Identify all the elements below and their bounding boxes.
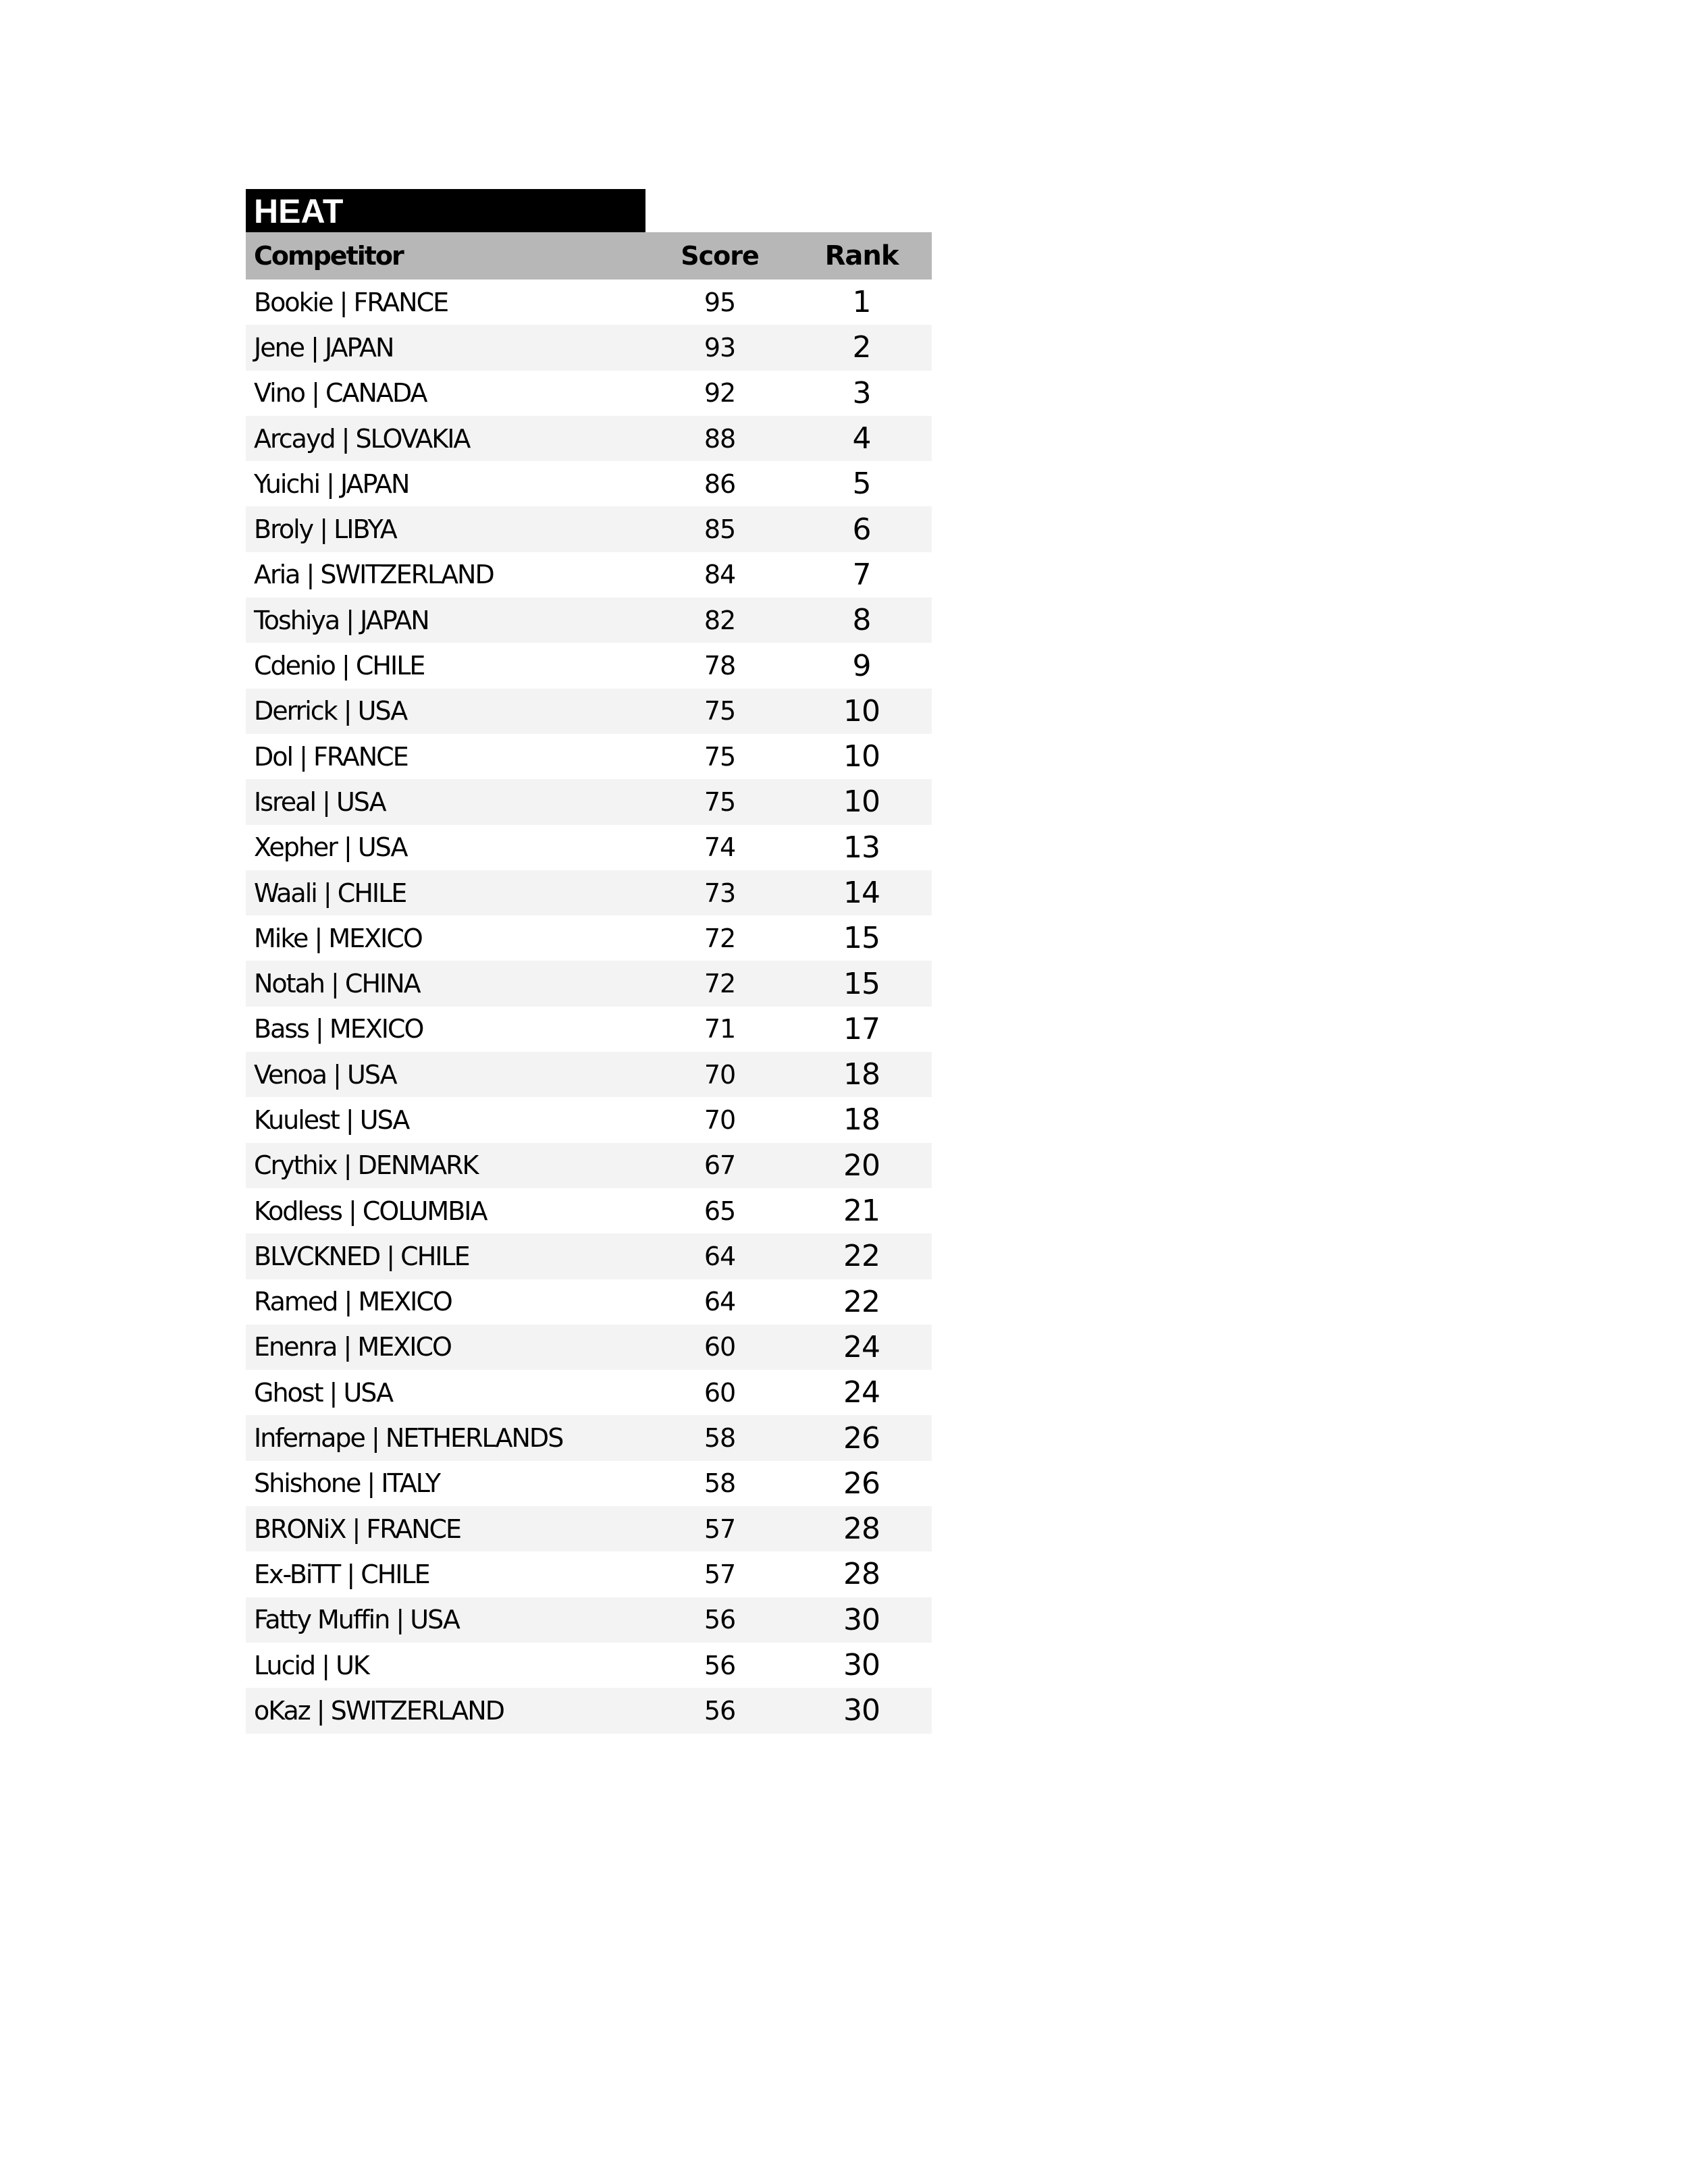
- competitor-cell: Venoa | USA: [254, 1059, 396, 1090]
- table-row: [246, 597, 932, 643]
- competitor-cell: BLVCKNED | CHILE: [254, 1241, 469, 1271]
- table-body: [246, 279, 932, 1734]
- score-cell: 56: [704, 1605, 736, 1635]
- table-row: [246, 279, 932, 325]
- table-row: [246, 1052, 932, 1097]
- rank-cell: 30: [843, 1693, 880, 1728]
- score-cell: 88: [704, 423, 736, 454]
- table-row: [246, 870, 932, 915]
- column-header-competitor: Competitor: [254, 241, 403, 271]
- competitor-cell: Xepher | USA: [254, 832, 407, 863]
- table-row: [246, 643, 932, 688]
- rank-cell: 18: [843, 1057, 880, 1092]
- rank-cell: 22: [843, 1239, 880, 1274]
- column-header-score: Score: [681, 241, 759, 271]
- table-row: [246, 1506, 932, 1551]
- table-row: [246, 1551, 932, 1597]
- table-row: [246, 1007, 932, 1052]
- rank-cell: 14: [843, 876, 880, 910]
- rank-cell: 3: [852, 375, 871, 410]
- competitor-cell: Lucid | UK: [254, 1650, 369, 1680]
- rank-cell: 1: [852, 285, 871, 320]
- competitor-cell: oKaz | SWITZERLAND: [254, 1695, 504, 1726]
- table-row: [246, 1233, 932, 1279]
- table-row: [246, 1279, 932, 1325]
- competitor-cell: Ex-BiTT | CHILE: [254, 1559, 429, 1589]
- table-header: [246, 232, 932, 279]
- rank-cell: 26: [843, 1420, 880, 1456]
- score-cell: 93: [704, 332, 736, 363]
- score-cell: 74: [704, 832, 736, 863]
- rank-cell: 22: [843, 1284, 880, 1319]
- table-row: [246, 325, 932, 370]
- rank-cell: 10: [843, 739, 880, 774]
- competitor-cell: Kodless | COLUMBIA: [254, 1196, 487, 1226]
- results-table: [246, 189, 932, 1734]
- competitor-cell: Shishone | ITALY: [254, 1468, 440, 1499]
- score-cell: 73: [704, 878, 736, 908]
- table-row: [246, 1688, 932, 1733]
- score-cell: 70: [704, 1104, 736, 1135]
- score-cell: 65: [704, 1196, 736, 1226]
- competitor-cell: Dol | FRANCE: [254, 741, 408, 772]
- competitor-cell: Toshiya | JAPAN: [254, 605, 429, 635]
- competitor-cell: Waali | CHILE: [254, 878, 406, 908]
- rank-cell: 9: [852, 648, 871, 683]
- competitor-cell: Derrick | USA: [254, 696, 407, 726]
- rank-cell: 20: [843, 1148, 880, 1183]
- table-row: [246, 1597, 932, 1643]
- score-cell: 95: [704, 287, 736, 317]
- rank-cell: 5: [852, 467, 871, 502]
- table-row: [246, 689, 932, 734]
- competitor-cell: Mike | MEXICO: [254, 923, 422, 953]
- table-row: [246, 915, 932, 961]
- table-row: [246, 1325, 932, 1370]
- competitor-cell: Broly | LIBYA: [254, 514, 396, 545]
- score-cell: 75: [704, 741, 736, 772]
- competitor-cell: Aria | SWITZERLAND: [254, 560, 494, 590]
- table-row: [246, 371, 932, 416]
- rank-cell: 10: [843, 693, 880, 728]
- table-row: [246, 1097, 932, 1142]
- competitor-cell: Infernape | NETHERLANDS: [254, 1423, 563, 1454]
- competitor-cell: Crythix | DENMARK: [254, 1150, 478, 1181]
- score-cell: 82: [704, 605, 736, 635]
- heat-title: HEAT: [246, 189, 645, 232]
- rank-cell: 4: [852, 421, 871, 456]
- competitor-cell: Jene | JAPAN: [254, 332, 394, 363]
- score-cell: 58: [704, 1468, 736, 1499]
- competitor-cell: Isreal | USA: [254, 787, 386, 817]
- competitor-cell: Vino | CANADA: [254, 378, 427, 408]
- competitor-cell: Fatty Muffin | USA: [254, 1605, 459, 1635]
- table-row: [246, 825, 932, 870]
- score-cell: 92: [704, 378, 736, 408]
- rank-cell: 15: [843, 921, 880, 956]
- score-cell: 60: [704, 1377, 736, 1408]
- competitor-cell: Bookie | FRANCE: [254, 287, 448, 317]
- competitor-cell: Ghost | USA: [254, 1377, 393, 1408]
- table-row: [246, 552, 932, 597]
- table-row: [246, 961, 932, 1006]
- score-cell: 56: [704, 1695, 736, 1726]
- competitor-cell: Ramed | MEXICO: [254, 1287, 452, 1317]
- score-cell: 64: [704, 1241, 736, 1271]
- rank-cell: 13: [843, 830, 880, 865]
- competitor-cell: Notah | CHINA: [254, 969, 420, 999]
- score-cell: 75: [704, 787, 736, 817]
- table-row: [246, 1370, 932, 1415]
- score-cell: 70: [704, 1059, 736, 1090]
- score-cell: 86: [704, 469, 736, 499]
- competitor-cell: Kuulest | USA: [254, 1104, 409, 1135]
- score-cell: 85: [704, 514, 736, 545]
- rank-cell: 10: [843, 784, 880, 820]
- table-row: [246, 1143, 932, 1188]
- competitor-cell: Cdenio | CHILE: [254, 651, 425, 681]
- table-row: [246, 506, 932, 552]
- rank-cell: 15: [843, 966, 880, 1001]
- rank-cell: 28: [843, 1557, 880, 1592]
- rank-cell: 30: [843, 1602, 880, 1637]
- rank-cell: 24: [843, 1375, 880, 1410]
- score-cell: 64: [704, 1287, 736, 1317]
- table-row: [246, 1643, 932, 1688]
- rank-cell: 6: [852, 512, 871, 547]
- score-cell: 72: [704, 969, 736, 999]
- score-cell: 57: [704, 1514, 736, 1544]
- table-row: [246, 416, 932, 461]
- score-cell: 56: [704, 1650, 736, 1680]
- table-row: [246, 1188, 932, 1233]
- rank-cell: 30: [843, 1648, 880, 1683]
- rank-cell: 28: [843, 1512, 880, 1547]
- table-row: [246, 779, 932, 824]
- score-cell: 67: [704, 1150, 736, 1181]
- score-cell: 78: [704, 651, 736, 681]
- score-cell: 58: [704, 1423, 736, 1454]
- competitor-cell: BRONiX | FRANCE: [254, 1514, 461, 1544]
- table-row: [246, 1415, 932, 1460]
- score-cell: 84: [704, 560, 736, 590]
- rank-cell: 7: [852, 557, 871, 592]
- rank-cell: 26: [843, 1466, 880, 1501]
- table-row: [246, 461, 932, 506]
- score-cell: 72: [704, 923, 736, 953]
- rank-cell: 17: [843, 1011, 880, 1046]
- score-cell: 60: [704, 1332, 736, 1362]
- score-cell: 57: [704, 1559, 736, 1589]
- rank-cell: 18: [843, 1102, 880, 1138]
- competitor-cell: Yuichi | JAPAN: [254, 469, 409, 499]
- column-header-rank: Rank: [824, 240, 899, 271]
- rank-cell: 8: [852, 603, 871, 638]
- competitor-cell: Enenra | MEXICO: [254, 1332, 451, 1362]
- competitor-cell: Bass | MEXICO: [254, 1014, 423, 1044]
- table-row: [246, 734, 932, 779]
- rank-cell: 24: [843, 1329, 880, 1364]
- competitor-cell: Arcayd | SLOVAKIA: [254, 423, 470, 454]
- rank-cell: 2: [852, 330, 871, 365]
- table-row: [246, 1461, 932, 1506]
- score-cell: 75: [704, 696, 736, 726]
- rank-cell: 21: [843, 1194, 880, 1229]
- score-cell: 71: [704, 1014, 736, 1044]
